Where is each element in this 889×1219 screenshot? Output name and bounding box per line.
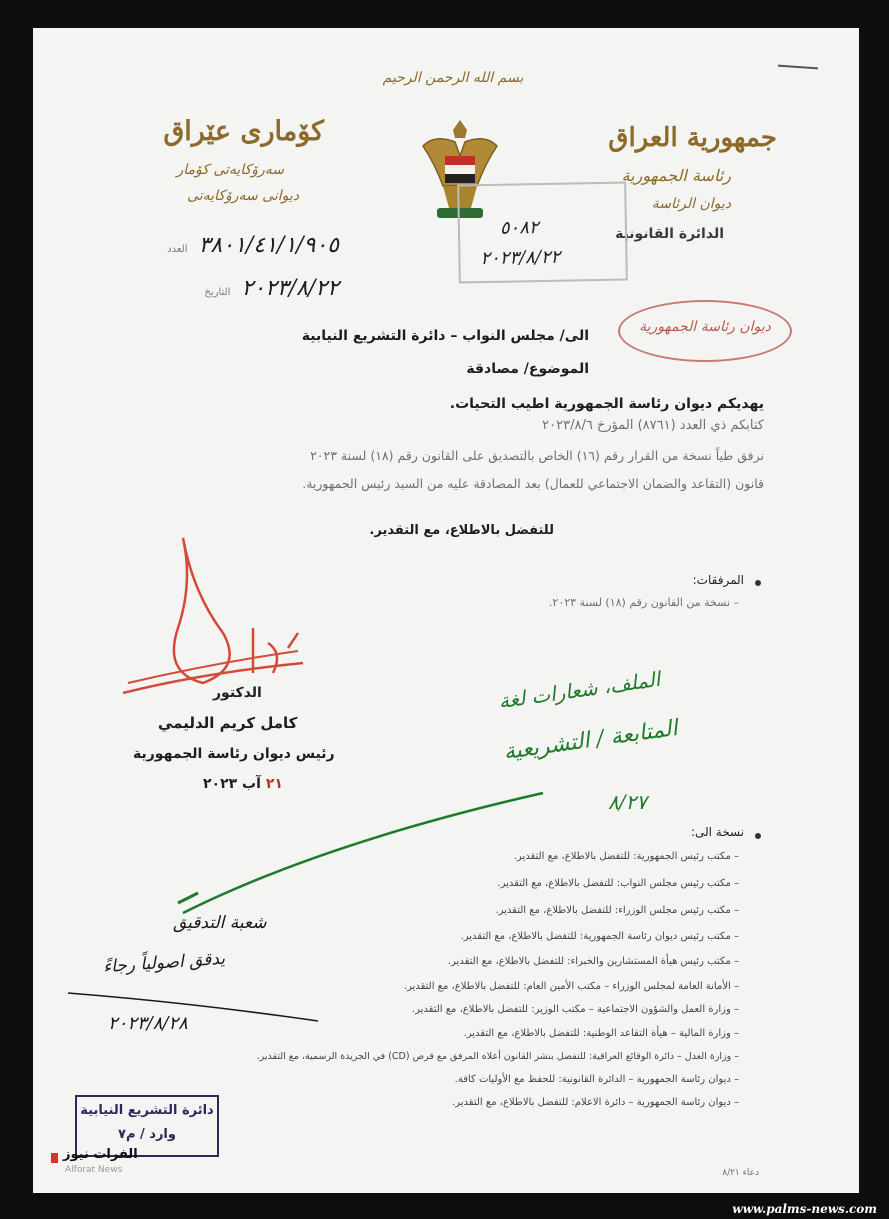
number-value: ٣٨٠١/٤١/١/٩٠٥ (198, 233, 339, 258)
copy-item: – وزارة المالية – هيأة التقاعد الوطنية: للتفضل بالاطلاع، مع التقدير. (463, 1028, 739, 1039)
stamp-date: ٢٠٢٣/٨/٢٢ (480, 246, 561, 270)
stamp-number: ٥٠٨٢ (499, 217, 539, 239)
attachments-bullet (755, 580, 761, 586)
underline-stroke (63, 983, 323, 1023)
paragraph-line2: قانون (التقاعد والضمان الاجتماعي للعمال) بعد المصادقة عليه من السيد رئيس الجمهورية. (302, 476, 764, 491)
copy-item: – مكتب رئيس مجلس النواب: للتفضل بالاطلاع، مع التقدير. (497, 878, 739, 889)
signatory-position: رئيس ديوان رئاسة الجمهورية (133, 746, 335, 762)
copy-item: – الأمانة العامة لمجلس الوزراء – مكتب الأمين العام: للتفضل بالاطلاع، مع التقدير. (403, 981, 739, 992)
iraq-line3: ديوان الرئاسة (651, 196, 731, 212)
document-code: دعاء ٨/٢١ (722, 1168, 759, 1178)
reference-line: كتابكم ذي العدد (٨٧٦١) المؤرخ ٢٠٢٣/٨/٦ (542, 418, 764, 433)
basmala: بسم الله الرحمن الرحيم (382, 70, 524, 86)
iraq-title: جمهورية العراق (608, 123, 777, 153)
copy-item: – مكتب رئيس ديوان رئاسة الجمهورية: للتفضل بالاطلاع، مع التقدير. (460, 931, 739, 942)
copy-item: – ديوان رئاسة الجمهورية – الدائرة القانونية: للحفظ مع الأوليات كافة. (454, 1074, 739, 1085)
addressee: الى/ مجلس النواب – دائرة التشريع النيابية (301, 328, 589, 344)
paragraph-line1: نرفق طياً نسخة من القرار رقم (١٦) الخاص بالتصديق على القانون رقم (١٨) لسنة ٢٠٢٣ (310, 448, 764, 463)
incoming-stamp-line2: وارد / م٧ (118, 1127, 176, 1142)
signature-date-day: ٢١ (265, 776, 283, 792)
iraq-line4: الدائرة القانونية (615, 226, 724, 242)
oval-stamp-text: ديوان رئاسة الجمهورية (639, 319, 771, 335)
logo-text: الفرات نيوز (63, 1147, 138, 1162)
received-stamp (457, 182, 628, 284)
signatory-title: الدكتور (213, 685, 262, 701)
signature-scribble (83, 533, 323, 703)
kurdish-line3: دیوانی سەرۆكایەتی (187, 188, 299, 204)
date-value: ٢٠٢٣/٨/٢٢ (241, 276, 339, 301)
handwritten-bottom-date: ٢٠٢٣/٨/٢٨ (108, 1013, 188, 1034)
handwritten-bottom-line2: يدقق اصولياً رجاءً (102, 948, 226, 978)
oval-stamp (618, 300, 792, 362)
closing-line: للتفضل بالاطلاع، مع التقدير. (369, 523, 554, 538)
copy-item: – وزارة العدل – دائرة الوقائع العراقية: للتفضل بنشر القانون أعلاه المرفق مع قرص (CD) في الجريدة الرسمية، مع التقدير. (256, 1051, 739, 1062)
logo-subtext: Alforat News (65, 1165, 123, 1175)
signatory-name: كامل كريم الدليمي (158, 714, 298, 732)
kurdish-line2: سەرۆكایەتی كۆمار (176, 162, 284, 178)
number-label: العدد (167, 244, 188, 255)
attachments-label: المرفقات: (692, 573, 744, 587)
date-field (79, 276, 339, 301)
iraq-line2: رئاسة الجمهورية (621, 166, 731, 185)
copies-bullet (755, 833, 761, 839)
copy-item: – وزارة العمل والشؤون الاجتماعية – مكتب الوزير: للتفضل بالاطلاع، مع التقدير. (411, 1004, 739, 1015)
website-watermark: www.palms-news.com (732, 1202, 877, 1216)
subject-line: الموضوع/ مصادقة (466, 361, 589, 377)
corner-mark (778, 65, 818, 70)
handwritten-note-line2: المتابعة / التشريعية (502, 715, 680, 766)
number-field (79, 233, 339, 258)
green-stroke (173, 773, 553, 923)
copy-item: – مكتب رئيس مجلس الوزراء: للتفضل بالاطلاع، مع التقدير. (495, 905, 739, 916)
copy-item: – مكتب رئيس هيأة المستشارين والخبراء: للتفضل بالاطلاع، مع التقدير. (447, 956, 739, 967)
kurdish-title: كۆماری عێراق (163, 116, 324, 147)
copy-item: – ديوان رئاسة الجمهورية – دائرة الاعلام: للتفضل بالاطلاع، مع التقدير. (452, 1097, 739, 1108)
signature-date-month: آب ٢٠٢٣ (203, 776, 261, 792)
alforat-logo (51, 1143, 181, 1183)
copy-item: – مكتب رئيس الجمهورية: للتفضل بالاطلاع، مع التقدير. (513, 851, 739, 862)
incoming-stamp-line1: دائرة التشريع النيابية (80, 1103, 214, 1118)
handwritten-bottom-line1: شعبة التدقيق (173, 913, 267, 933)
handwritten-note-date: ٨/٢٧ (608, 790, 647, 814)
attachment-item: – نسخة من القانون رقم (١٨) لسنة ٢٠٢٣. (548, 596, 739, 609)
copies-label: نسخة الى: (690, 825, 744, 839)
date-label: التاريخ (204, 287, 231, 298)
logo-icon (51, 1153, 58, 1163)
document-page (33, 28, 859, 1193)
greeting: يهديكم ديوان رئاسة الجمهورية اطيب التحيات. (449, 396, 764, 412)
handwritten-note-line1: الملف، شعارات لغة (497, 666, 662, 714)
